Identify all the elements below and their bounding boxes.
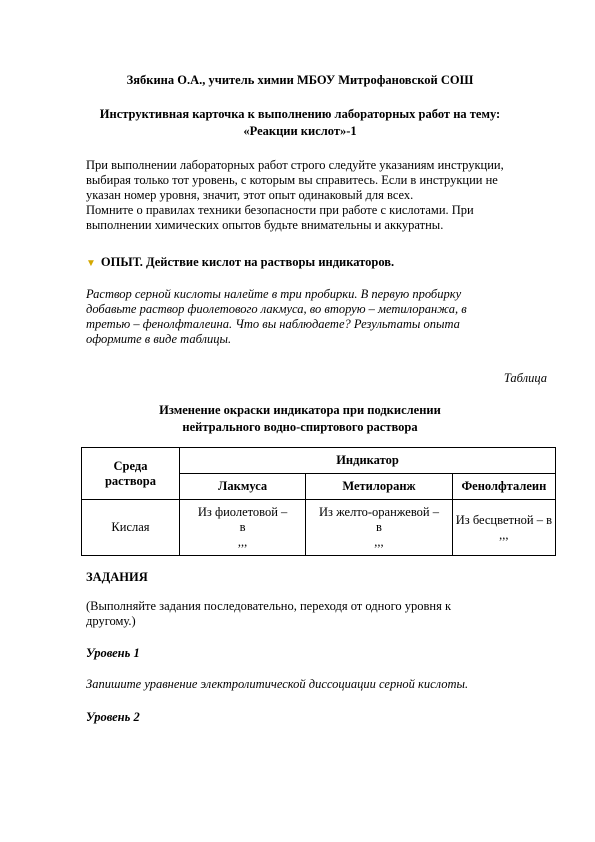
cell-text: в [376,520,382,534]
table-label: Таблица [503,371,547,385]
cell-methyl-orange [306,500,453,556]
cell-text: ,,, [374,535,384,549]
intro-line: выполнении химических опытов будьте внимательны и аккуратны. [86,218,444,232]
intro-paragraph [86,158,526,233]
instruction-line: оформите в виде таблицы. [86,332,232,346]
cell-text: ,,, [237,535,248,549]
level2-label: Уровень 2 [86,710,140,724]
cell-phenolphthalein [452,500,555,556]
header-medium-line2: раствора [104,473,156,488]
indicator-table [81,447,556,556]
table-title-line2: нейтрального водно-спиртового раствора [182,420,418,434]
instruction-line: Раствор серной кислоты налейте в три пробирки. В первую пробирку [86,287,462,301]
intro-line: При выполнении лабораторных работ строго следуйте указаниям инструкции, [86,158,504,172]
header-indicator: Индикатор [179,448,555,474]
tasks-note [86,599,526,629]
header-litmus: Лакмуса [179,474,305,500]
tasks-note-line2: другому.) [86,614,136,628]
intro-line: выбирая только тот уровень, с которым вы справитесь. Если в инструкции не [86,173,498,187]
cell-text: Из бесцветной – в [455,512,552,527]
author-line: Зябкина О.А., учитель химии МБОУ Митрофановской СОШ [126,73,474,87]
card-title-line1: Инструктивная карточка к выполнению лабораторных работ на тему: [99,107,501,121]
level1-label: Уровень 1 [86,646,140,660]
header-medium-line1: Среда [113,458,148,473]
cell-text: Из желто-оранжевой – [319,505,439,519]
intro-line: указан номер уровня, значит, этот опыт одинаковый для всех. [86,188,414,202]
cell-text: в [239,520,246,534]
header-medium [82,448,180,500]
tasks-heading: ЗАДАНИЯ [86,570,148,584]
table-title [60,402,540,436]
instruction-line: добавьте раствор фиолетового лакмуса, во вторую – метилоранжа, в [86,302,467,316]
row-label-acidic: Кислая [82,500,180,556]
card-title-line2: «Реакции кислот»-1 [243,124,357,138]
experiment-heading [86,255,526,271]
instruction-line: третью – фенолфталеина. Что вы наблюдаете? Результаты опыта [86,317,460,331]
cell-text: Из фиолетовой – [197,505,288,519]
cell-litmus [179,500,305,556]
table-title-line1: Изменение окраски индикатора при подкислении [159,403,441,417]
header-methyl-orange: Метилоранж [306,474,453,500]
experiment-heading-text: ОПЫТ. Действие кислот на растворы индикаторов. [100,255,395,269]
level1-text: Запишите уравнение электролитической диссоциации серной кислоты. [86,677,469,691]
intro-line: Помните о правилах техники безопасности при работе с кислотами. При [86,203,474,217]
diamond-bullet-icon: ▼ [86,258,96,269]
header-phenolphthalein: Фенолфталеин [452,474,555,500]
tasks-note-line1: (Выполняйте задания последовательно, переходя от одного уровня к [86,599,452,613]
experiment-instructions [86,287,526,347]
cell-text: ,,, [499,527,509,542]
